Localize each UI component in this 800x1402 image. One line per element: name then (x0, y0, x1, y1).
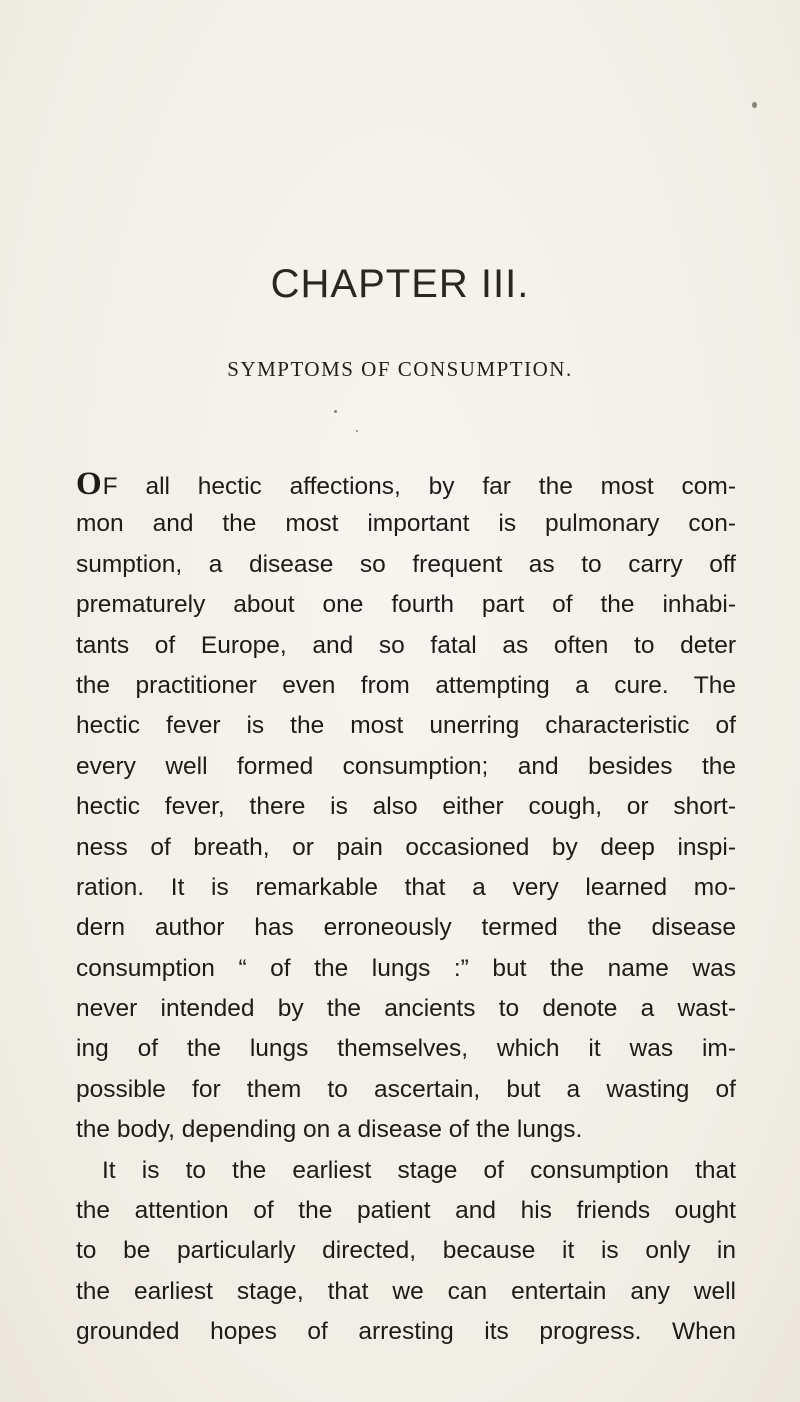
text-line: It is to the earliest stage of consumption that (102, 1156, 736, 1184)
text-line: prematurely about one fourth part of the inhabi- (76, 591, 736, 619)
first-word-rest: F (102, 473, 118, 500)
page-speck (752, 102, 757, 108)
text-line: the practitioner even from attempting a cure. The (76, 671, 736, 699)
body-text (76, 464, 736, 1353)
chapter-title: CHAPTER III. (270, 262, 530, 306)
text-line: never intended by the ancients to denote a wast- (76, 995, 736, 1023)
text-line: dern author has erroneously termed the disease (76, 914, 736, 942)
text-line: every well formed consumption; and besides the (76, 752, 736, 780)
text-line: the earliest stage, that we can entertain any well (76, 1277, 736, 1305)
line-text: all hectic affections, by far the most com- (145, 473, 737, 500)
text-line: the attention of the patient and his friends ought (76, 1197, 736, 1225)
text-line (76, 464, 736, 504)
text-line: to be particularly directed, because it is only in (76, 1237, 736, 1265)
text-line: ration. It is remarkable that a very learned mo- (76, 873, 736, 901)
text-line: hectic fever, there is also either cough, or short- (76, 793, 736, 821)
text-line: possible for them to ascertain, but a wasting of (76, 1075, 736, 1103)
text-line: ness of breath, or pain occasioned by deep inspi- (76, 833, 736, 861)
text-line: consumption “ of the lungs :” but the name was (76, 954, 736, 982)
text-line: grounded hopes of arresting its progress. When (76, 1318, 736, 1346)
text-line: tants of Europe, and so fatal as often to deter (76, 631, 736, 659)
text-line: sumption, a disease so frequent as to carry off (76, 550, 736, 578)
drop-cap: O (76, 466, 102, 502)
text-line: hectic fever is the most unerring characteristic of (76, 712, 736, 740)
page-speck (334, 410, 337, 413)
text-line: mon and the most important is pulmonary con- (76, 510, 736, 538)
section-title: SYMPTOMS OF CONSUMPTION. (227, 357, 573, 381)
text-line: the body, depending on a disease of the lungs. (76, 1116, 583, 1144)
text-line: ing of the lungs themselves, which it was im- (76, 1035, 736, 1063)
page-speck (356, 430, 358, 432)
